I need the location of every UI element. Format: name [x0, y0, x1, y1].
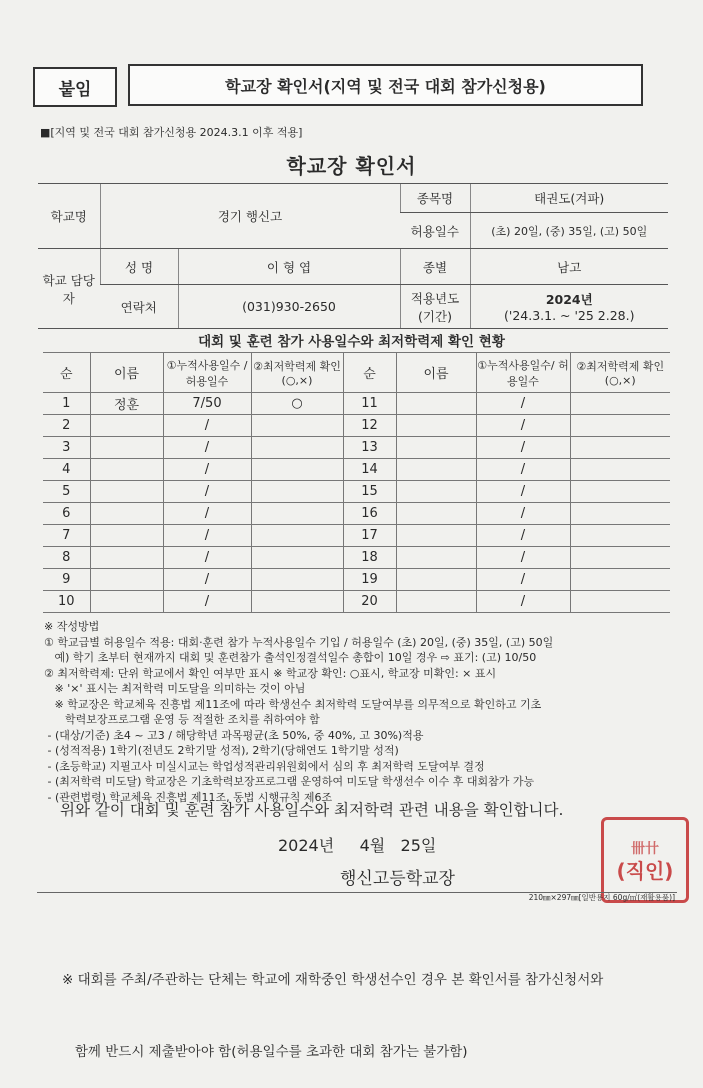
- min-academic-check: ○: [251, 393, 343, 415]
- allowed-value: (초) 20일, (중) 35일, (고) 50일: [470, 213, 668, 249]
- header-no-2: 순: [343, 353, 396, 393]
- row-no: 12: [343, 415, 396, 437]
- allowed-label: 허용일수: [400, 213, 470, 249]
- min-academic-check: [251, 547, 343, 569]
- days-used: /: [476, 437, 570, 459]
- table-row: [43, 415, 670, 437]
- row-no: 7: [43, 525, 90, 547]
- row-no: 13: [343, 437, 396, 459]
- grid-header-row: [43, 353, 670, 393]
- year-cell: [470, 285, 668, 329]
- contact-value: (031)930-2650: [178, 285, 400, 329]
- days-used: /: [476, 481, 570, 503]
- min-academic-check: [251, 459, 343, 481]
- date-day: 25일: [400, 836, 437, 855]
- student-name: [396, 591, 476, 613]
- min-academic-check: [570, 569, 670, 591]
- subtitle-note: ■[지역 및 전국 대회 참가신청용 2024.3.1 이후 적용]: [40, 126, 303, 139]
- days-used: /: [163, 525, 251, 547]
- min-academic-check: [570, 481, 670, 503]
- header-check-2: ②최저학력제 확인(○,×): [570, 353, 670, 393]
- min-academic-check: [251, 525, 343, 547]
- note-line: - (최저학력 미도달) 학교장은 기초학력보장프로그램 운영하여 미도달 학생선수 이수 후 대회참가 가능: [44, 775, 535, 788]
- date: [278, 833, 436, 856]
- table-row: [43, 525, 670, 547]
- school-value: 경기 행신고: [100, 184, 400, 249]
- info-table: [38, 183, 668, 329]
- min-academic-check: [251, 415, 343, 437]
- header-check-1: ②최저학력제 확인(○,×): [251, 353, 343, 393]
- note-line: 예) 학기 초부터 현재까지 대회 및 훈련참가 출석인정결석일수 총합이 10일 경우 ⇨ 표기: (고) 10/50: [44, 651, 537, 664]
- days-used: /: [476, 415, 570, 437]
- days-used: /: [163, 437, 251, 459]
- min-academic-check: [251, 569, 343, 591]
- row-no: 11: [343, 393, 396, 415]
- period-value: ('24.3.1. ~ '25 2.28.): [504, 308, 635, 323]
- days-used: /: [163, 547, 251, 569]
- student-name: [396, 547, 476, 569]
- header-title: 학교장 확인서(지역 및 전국 대회 참가신청용): [128, 64, 643, 106]
- header-days-2: ①누적사용일수/ 허용일수: [476, 353, 570, 393]
- min-academic-check: [251, 591, 343, 613]
- student-name: [396, 415, 476, 437]
- note-line: ※ 학교장은 학교체육 진흥법 제11조에 따라 학생선수 최저학력 도달여부를 의무적으로 확인하고 기초: [44, 697, 542, 711]
- row-no: 3: [43, 437, 90, 459]
- attachment-tag: 붙임: [33, 67, 117, 107]
- min-academic-check: [251, 481, 343, 503]
- days-used: /: [163, 591, 251, 613]
- row-no: 17: [343, 525, 396, 547]
- note-line: ※ 작성방법: [44, 620, 100, 633]
- table-row: [43, 481, 670, 503]
- paper-note: 210㎜×297㎜[일반용지 60g/㎡(재활용품)]: [528, 893, 675, 902]
- student-name: [90, 459, 163, 481]
- note-line: - (초등학교) 지필고사 미실시교는 학업성적관리위원회에서 심의 후 최저학력 도달여부 결정: [44, 759, 485, 773]
- doc-title: 학교장 확인서: [286, 154, 417, 178]
- footer-line-1: ※ 대회를 주최/주관하는 단체는 학교에 재학중인 학생선수인 경우 본 확인서를 참가신청서와: [62, 972, 604, 988]
- note-line: ※ '×' 표시는 최저학력 미도달을 의미하는 것이 아님: [44, 682, 306, 695]
- student-name: [90, 547, 163, 569]
- row-no: 2: [43, 415, 90, 437]
- table-row: [43, 591, 670, 613]
- days-used: /: [476, 393, 570, 415]
- days-used: /: [476, 503, 570, 525]
- row-no: 16: [343, 503, 396, 525]
- seal-pattern: 卌卄: [631, 841, 659, 857]
- footer-note: [62, 920, 603, 1088]
- days-used: /: [476, 591, 570, 613]
- student-name: 정훈: [90, 393, 163, 415]
- header-no-1: 순: [43, 353, 90, 393]
- student-name: [396, 393, 476, 415]
- table-row: [43, 547, 670, 569]
- official-seal: [601, 817, 689, 903]
- min-academic-check: [570, 415, 670, 437]
- date-month: 4월: [359, 836, 386, 855]
- note-line: - (대상/기준) 초4 ~ 고3 / 해당학년 과목평균(초 50%, 중 40%, 고 30%)적용: [44, 728, 424, 742]
- student-name: [396, 481, 476, 503]
- student-name: [90, 503, 163, 525]
- row-no: 5: [43, 481, 90, 503]
- days-used: /: [163, 415, 251, 437]
- row-no: 1: [43, 393, 90, 415]
- min-academic-check: [570, 437, 670, 459]
- row-no: 10: [43, 591, 90, 613]
- min-academic-check: [251, 437, 343, 459]
- days-used: /: [163, 503, 251, 525]
- student-name: [396, 459, 476, 481]
- min-academic-check: [570, 503, 670, 525]
- student-name: [90, 415, 163, 437]
- note-line: ② 최저학력제: 단위 학교에서 확인 여부만 표시 ※ 학교장 확인: ○표시, 학교장 미확인: × 표시: [44, 666, 497, 680]
- year-value: 2024년: [545, 292, 593, 307]
- min-academic-check: [570, 547, 670, 569]
- min-academic-check: [251, 503, 343, 525]
- row-no: 4: [43, 459, 90, 481]
- note-line: 학력보장프로그램 운영 등 적절한 조치를 취하여야 함: [44, 713, 320, 726]
- min-academic-check: [570, 459, 670, 481]
- row-no: 6: [43, 503, 90, 525]
- event-label: 종목명: [400, 184, 470, 213]
- header-name-2: 이름: [396, 353, 476, 393]
- note-line: ① 학교급별 허용일수 적용: 대회·훈련 참가 누적사용일수 기입 / 허용일수 (초) 20일, (중) 35일, (고) 50일: [44, 635, 554, 649]
- note-line: - (관련법령) 학교체육 진흥법 제11조, 동법 시행규칙 제6조: [44, 790, 333, 804]
- min-academic-check: [570, 525, 670, 547]
- date-year: 2024년: [278, 836, 335, 855]
- row-no: 20: [343, 591, 396, 613]
- contact-label: 연락처: [100, 285, 178, 329]
- category-value: 남고: [470, 249, 668, 285]
- confirm-text: 위와 같이 대회 및 훈련 참가 사용일수와 최저학력 관련 내용을 확인합니다.: [60, 801, 564, 819]
- days-used: /: [476, 525, 570, 547]
- principal-name: 행신고등학교장: [340, 869, 455, 889]
- row-no: 14: [343, 459, 396, 481]
- row-no: 15: [343, 481, 396, 503]
- header-name-1: 이름: [90, 353, 163, 393]
- year-label: 적용년도 (기간): [400, 285, 470, 329]
- min-academic-check: [570, 591, 670, 613]
- seal-label: (직인): [616, 859, 674, 883]
- days-used: /: [476, 547, 570, 569]
- notes: [44, 619, 553, 805]
- status-grid: [43, 352, 670, 613]
- table-row: [43, 437, 670, 459]
- table-row: [43, 503, 670, 525]
- student-name: [90, 481, 163, 503]
- manager-label: 학교 담당자: [38, 249, 100, 329]
- row-no: 19: [343, 569, 396, 591]
- student-name: [396, 437, 476, 459]
- name-label: 성 명: [100, 249, 178, 285]
- school-label: 학교명: [38, 184, 100, 249]
- days-used: /: [163, 481, 251, 503]
- days-used: 7/50: [163, 393, 251, 415]
- event-value: 태권도(겨파): [470, 184, 668, 213]
- footer-line-2: 함께 반드시 제출받아야 함(허용일수를 초과한 대회 참가는 불가함): [62, 1044, 468, 1060]
- student-name: [90, 525, 163, 547]
- student-name: [396, 569, 476, 591]
- days-used: /: [163, 569, 251, 591]
- days-used: /: [476, 569, 570, 591]
- min-academic-check: [570, 393, 670, 415]
- category-label: 종별: [400, 249, 470, 285]
- days-used: /: [163, 459, 251, 481]
- header-days-1: ①누적사용일수 /허용일수: [163, 353, 251, 393]
- table-row: [43, 459, 670, 481]
- section-title: 대회 및 훈련 참가 사용일수와 최저학력제 확인 현황: [198, 334, 505, 350]
- row-no: 8: [43, 547, 90, 569]
- name-value: 이 형 엽: [178, 249, 400, 285]
- row-no: 9: [43, 569, 90, 591]
- student-name: [90, 437, 163, 459]
- student-name: [396, 503, 476, 525]
- student-name: [396, 525, 476, 547]
- table-row: [43, 569, 670, 591]
- note-line: - (성적적용) 1학기(전년도 2학기말 성적), 2학기(당해연도 1학기말 성적): [44, 744, 399, 757]
- table-row: [43, 393, 670, 415]
- student-name: [90, 569, 163, 591]
- days-used: /: [476, 459, 570, 481]
- student-name: [90, 591, 163, 613]
- row-no: 18: [343, 547, 396, 569]
